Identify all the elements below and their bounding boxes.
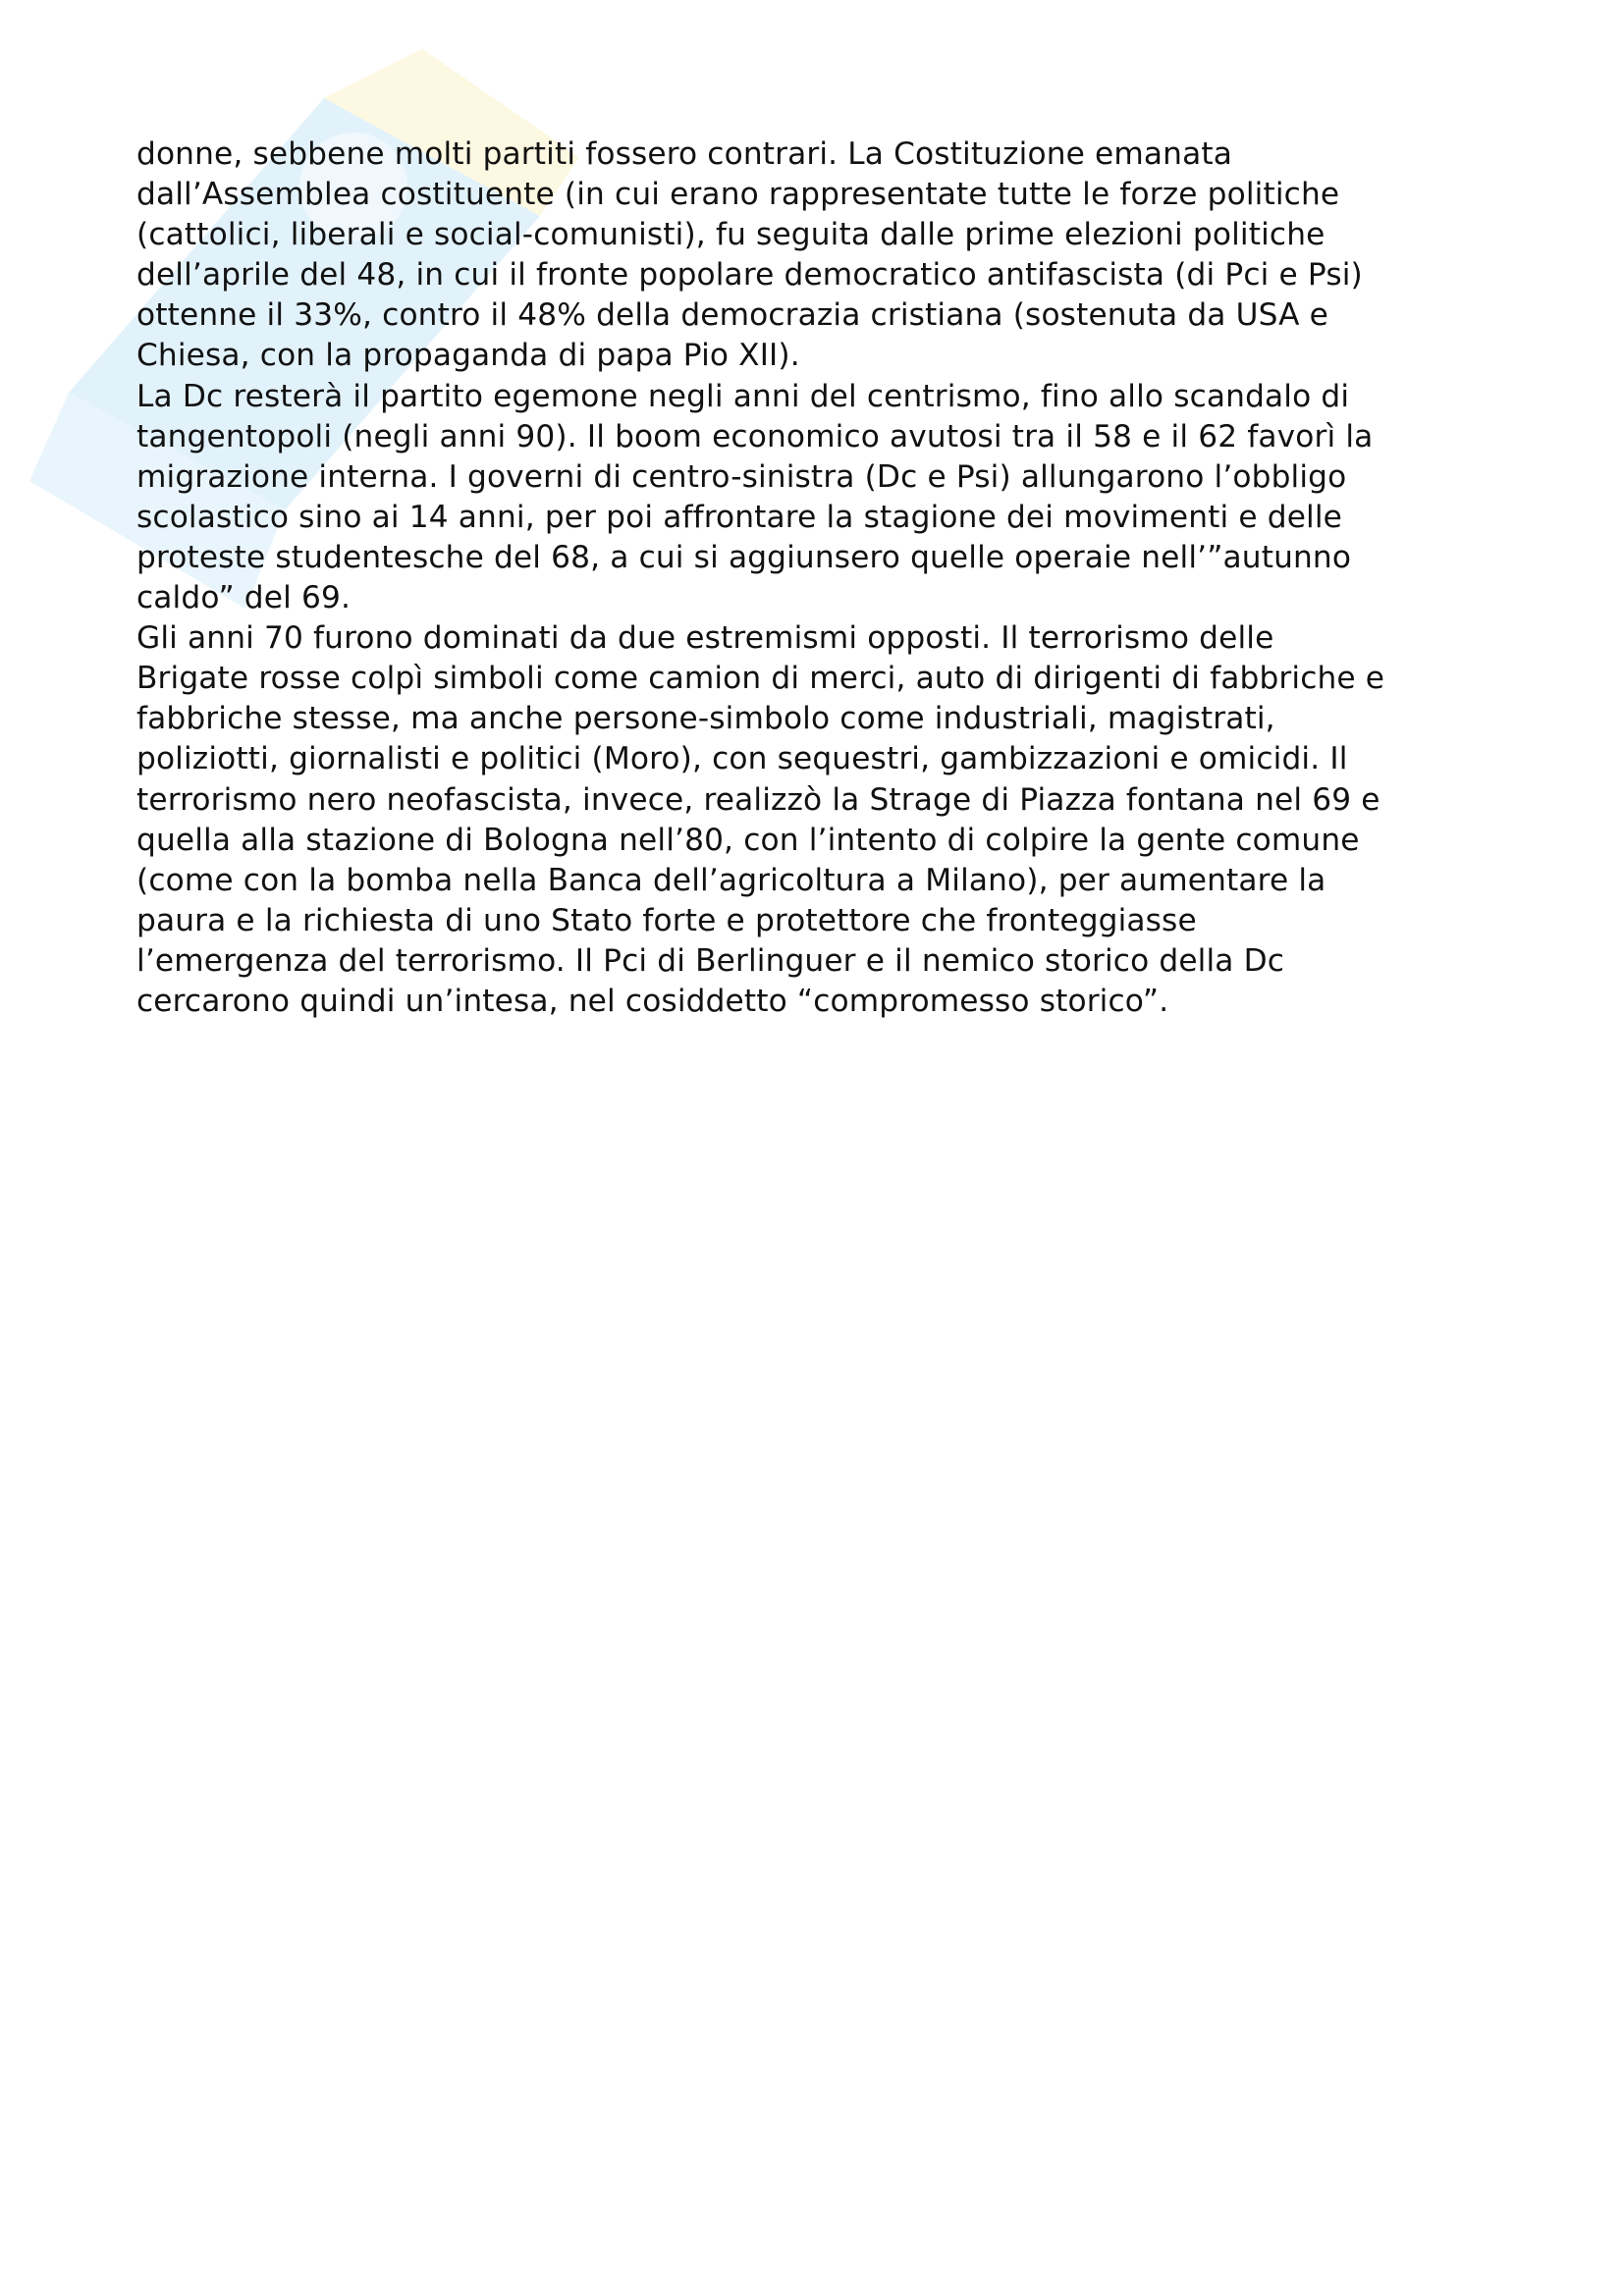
text-line: Chiesa, con la propaganda di papa Pio XII). bbox=[136, 338, 800, 374]
text-line: paura e la richiesta di uno Stato forte e protettore che fronteggiasse bbox=[136, 902, 1197, 938]
text-line: donne, sebbene molti partiti fossero contrari. La Costituzione emanata bbox=[136, 136, 1232, 172]
document-body bbox=[136, 134, 1501, 1022]
text-line: (cattolici, liberali e social-comunisti), fu seguita dalle prime elezioni politiche bbox=[136, 217, 1325, 253]
text-line: poliziotti, giornalisti e politici (Moro), con sequestri, gambizzazioni e omicidi. Il bbox=[136, 741, 1348, 777]
text-line: tangentopoli (negli anni 90). Il boom economico avutosi tra il 58 e il 62 favorì la bbox=[136, 418, 1374, 454]
text-line: migrazione interna. I governi di centro-sinistra (Dc e Psi) allungarono l’obbligo bbox=[136, 458, 1347, 495]
text-line: dall’Assemblea costituente (in cui erano rappresentate tutte le forze politiche bbox=[136, 177, 1340, 213]
text-line: caldo” del 69. bbox=[136, 580, 352, 616]
text-line: (come con la bomba nella Banca dell’agricoltura a Milano), per aumentare la bbox=[136, 862, 1326, 898]
text-line: l’emergenza del terrorismo. Il Pci di Berlinguer e il nemico storico della Dc bbox=[136, 942, 1285, 979]
text-line: cercarono quindi un’intesa, nel cosiddetto “compromesso storico”. bbox=[136, 983, 1169, 1019]
text-line: Gli anni 70 furono dominati da due estremismi opposti. Il terrorismo delle bbox=[136, 620, 1274, 657]
text-line: Brigate rosse colpì simboli come camion di merci, auto di dirigenti di fabbriche e bbox=[136, 661, 1385, 697]
text-line: proteste studentesche del 68, a cui si aggiunsero quelle operaie nell’”autunno bbox=[136, 539, 1352, 575]
text-line: ottenne il 33%, contro il 48% della democrazia cristiana (sostenuta da USA e bbox=[136, 297, 1328, 334]
text-line: scolastico sino ai 14 anni, per poi affrontare la stagione dei movimenti e delle bbox=[136, 499, 1343, 535]
text-line: terrorismo nero neofascista, invece, realizzò la Strage di Piazza fontana nel 69 e bbox=[136, 781, 1380, 818]
text-line: quella alla stazione di Bologna nell’80, con l’intento di colpire la gente comune bbox=[136, 822, 1360, 858]
text-line: fabbriche stesse, ma anche persone-simbolo come industriali, magistrati, bbox=[136, 701, 1275, 737]
text-line: La Dc resterà il partito egemone negli anni del centrismo, fino allo scandalo di bbox=[136, 378, 1350, 414]
text-line: dell’aprile del 48, in cui il fronte popolare democratico antifascista (di Pci e Psi) bbox=[136, 257, 1363, 294]
